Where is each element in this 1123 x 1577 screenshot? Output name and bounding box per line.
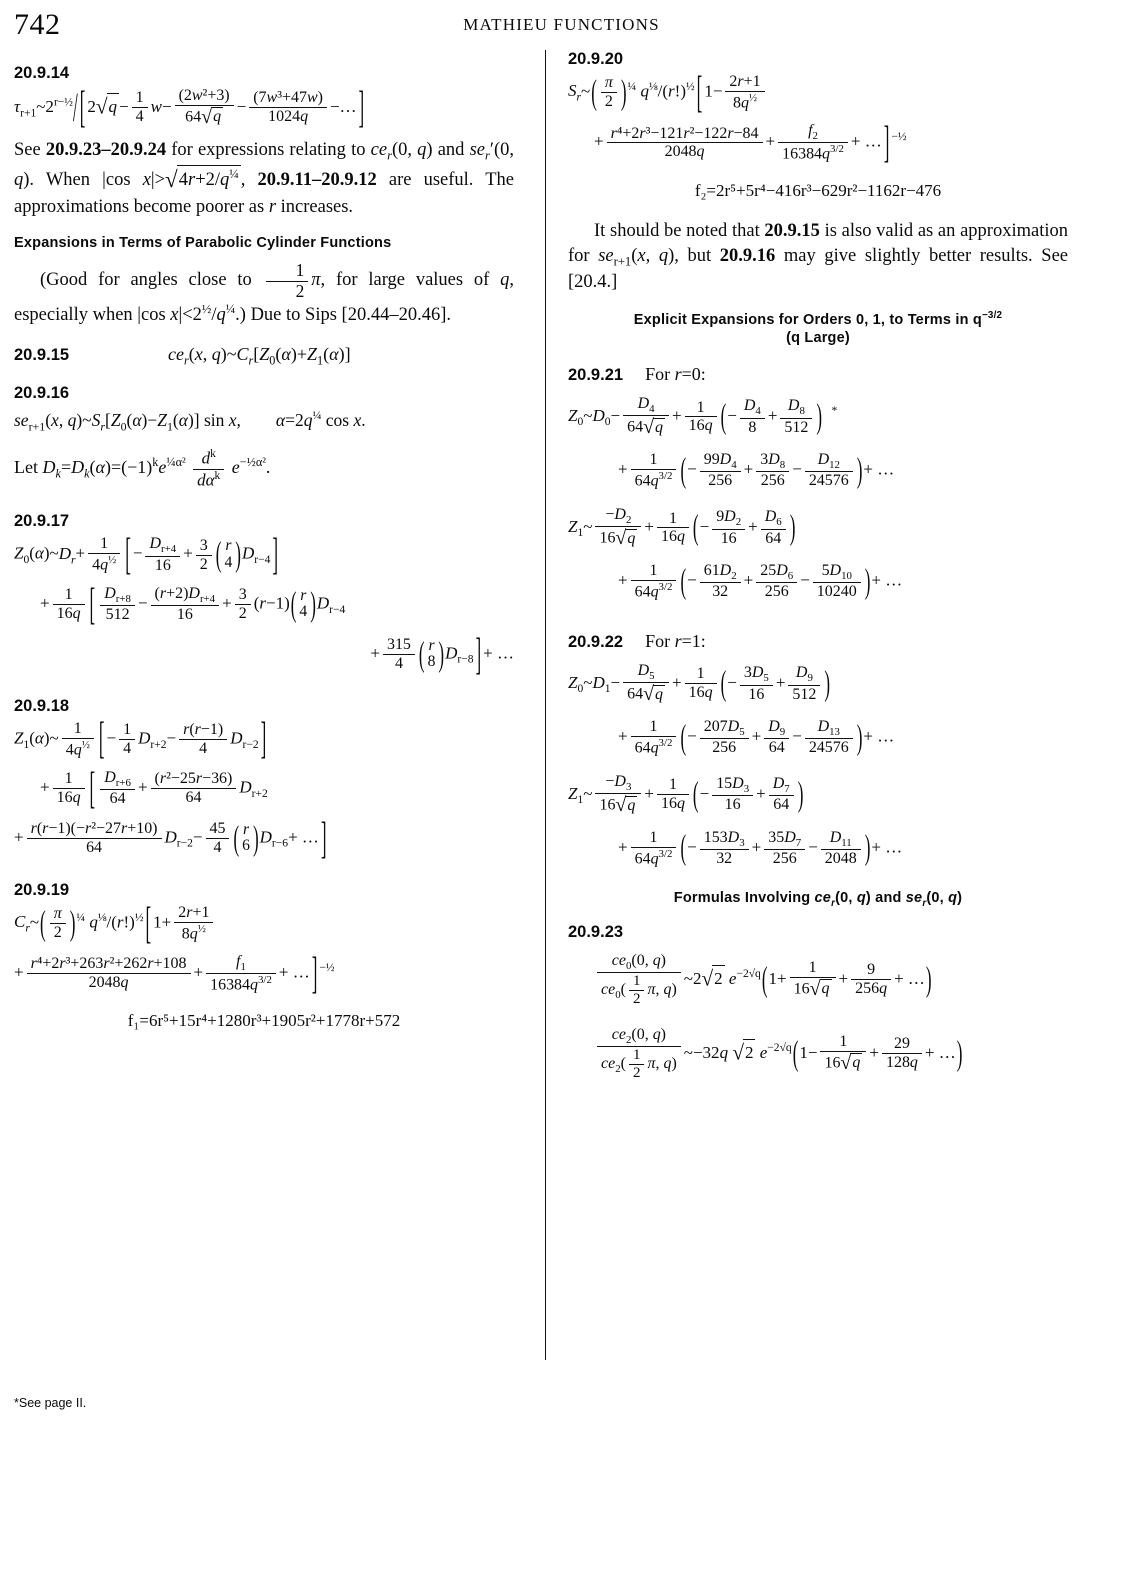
equation-block-20-9-22 [568, 619, 1068, 656]
paragraph-see-references: See 20.9.23–20.9.24 for expressions relating to $ce_r(0$, q) and $se_r'(0$, q). When |cos $x|>√4r+2/q^{\frac{1}{4}}$ , 20.9.11–20.9.12 are useful. The approximations become poorer as r increases. [14, 140, 515, 218]
equation-number-20-9-21: 20.9.21 [568, 366, 624, 385]
equation-20-9-19: $C_r\sim$( $\frac{\pi}{2}$ )$^{\frac{1}{4}}$ $q^{\frac{1}{8}}/(r!)^{\frac{1}{2}}$ [ 1+ $\frac{2r+1}{8q^{\frac{1}{2}}}$ + $\frac{\text{r⁴+2r³+263r²+262r+108}}{2048q}$ + $\frac{f_1}{16384q^{3/2}}$ + … ] $^{-\frac{1}{2}}$ f₁=6r⁵+15r⁴+1280r³+1905r²+1778r+572 [14, 904, 514, 1034]
equation-number-20-9-14: 20.9.14 [14, 64, 70, 82]
equation-number-20-9-19: 20.9.19 [14, 880, 70, 899]
column-divider [545, 50, 546, 1360]
equation-definition-dk: Let $D_k=D_k(\alpha)=(-1)^ke^{\frac{1}{4}\alpha^2}$ $\frac{d^k}{d\alpha^k}$ $e^{-\frac{1}{2}\alpha^2}$. [14, 448, 271, 490]
subheading-line-1: Explicit Expansions for Orders 0, 1, to Terms in q [633, 312, 982, 329]
equation-number-20-9-23: 20.9.23 [568, 922, 624, 941]
equation-number-20-9-22: 20.9.22 [568, 632, 624, 651]
paragraph-note-validity: It should be noted that 20.9.15 is also valid as an approximation for $se_{r+1}(x$, q), but 20.9.16 may give slightly better results. See [20.4.] [568, 221, 1068, 292]
equation-20-9-21: $Z_0\sim D_0-$ $\frac{D_4}{64√q}$ + $\frac{1}{16q}$ (− $\frac{D_4}{8}$ + $\frac{D_8}{512}$ ) * + $\frac{1}{64q^{3/2}}$ (− $\frac{99D_4}{256}$ + $\frac{3D_8}{256}$ − $\frac{D_{12}}{24576}$ )+ … $Z_1\sim$ $\frac{-D_2}{16√q}$ + $\frac{1}{16q}$ (− $\frac{9D_2}{16}$ + $\frac{D_6}{64}$ ) + $\frac{1}{64q^{3/2}}$ (− $\frac{61D_2}{32}$ + $\frac{25D_6}{256}$ − $\frac{5D_{10}}{10240}$ )+ … [568, 395, 903, 601]
equation-number-20-9-15: 20.9.15 [14, 345, 70, 364]
page-number: 742 [14, 8, 61, 41]
two-column-body [0, 50, 1123, 1470]
right-column [568, 50, 1068, 1450]
subheading-q-large: (q Large) [786, 330, 850, 347]
paragraph-good-for-angles: (Good for angles close to $\frac{1}{2}$ π, for large values of q, especially when |cos $x|<2^{\frac{1}{2}}/q^{\frac{1}{4}}$.) Due to Sips [20.44–20.46]. [14, 261, 514, 326]
equation-20-9-15: $ce_r(x$, $q)\sim C_r[Z_0(\alpha)+Z_1(\alpha)]$ [168, 343, 351, 368]
equation-f2: f₂=2r⁵+5r⁴−416r³−629r²−1162r−476 [694, 180, 942, 200]
equation-f1: f₁=6r⁵+15r⁴+1280r³+1905r²+1778r+572 [127, 1011, 401, 1031]
equation-20-9-20: $S_r\sim$( $\frac{\pi}{2}$ )$^{\frac{1}{4}}$ $q^{\frac{1}{8}}/(r!)^{\frac{1}{2}}$ [ 1− $\frac{2r+1}{8q^{\frac{1}{2}}}$ + $\frac{\text{r⁴+2r³−121r²−122r−84}}{2048q}$ + $\frac{f_2}{16384q^{3/2}}$ + … ] $^{-\frac{1}{2}}$ f₂=2r⁵+5r⁴−416r³−629r²−1162r−476 [568, 73, 1068, 203]
subheading-parabolic-cylinder: Expansions in Terms of Parabolic Cylinder Functions [14, 235, 392, 252]
equation-20-9-23: $ce_0(0$, q) $ce_0$( $\frac{1}{2}$ π, q) ~2√2 $e^{-2√q}(1+$ $\frac{1}{16√q}$ + $\frac{9}{256q}$ + …) $ce_2(0$, q) $ce_2$( $\frac{1}{2}$ π, q) ~−32q √2 $e^{-2√q}(1-$ $\frac{1}{16√q}$ + $\frac{29}{128q}$ + …) [568, 952, 1068, 1082]
equation-number-20-9-20: 20.9.20 [568, 50, 624, 68]
equation-number-20-9-17: 20.9.17 [14, 512, 70, 531]
equation-20-9-16: $se_{r+1}(x$, $q)\sim S_r[Z_0(\alpha)-Z_1(\alpha)]$ sin x, $\alpha=2q^{\frac{1}{4}}$ cos x. [14, 408, 366, 434]
subheading-explicit-expansions [568, 310, 1068, 328]
subheading-formulas-involving: Formulas Involving $ce_r(0$, q) and $se_r(0$, q) [673, 889, 963, 909]
equation-20-9-22: $Z_0\sim D_1-$ $\frac{D_5}{64√q}$ + $\frac{1}{16q}$ (− $\frac{3D_5}{16}$ + $\frac{D_9}{512}$ ) + $\frac{1}{64q^{3/2}}$ (− $\frac{207D_5}{256}$ + $\frac{D_9}{64}$ − $\frac{D_{13}}{24576}$ )+ … $Z_1\sim$ $\frac{-D_3}{16√q}$ + $\frac{1}{16q}$ (− $\frac{15D_3}{16}$ + $\frac{D_7}{64}$ ) + $\frac{1}{64q^{3/2}}$ (− $\frac{153D_3}{32}$ + $\frac{35D_7}{256}$ − $\frac{D_{11}}{2048}$ )+ … [568, 661, 903, 868]
equation-20-9-14: $\tau_{r+1}\sim 2^{r-\frac{1}{2}}/$ [ 2√q − $\frac{1}{4}$ w− $\frac{\text{(2w²+3)}}{64√q}$ − $\frac{\text{(7w³+47w)}}{1024q}$ −… ] [14, 82, 365, 132]
equation-block-20-9-21 [568, 352, 1068, 389]
equation-20-9-18: $Z_1(\alpha)\sim$ $\frac{1}{4q^{\frac{1}{2}}}$ [ − $\frac{1}{4}$ $D_{r+2}-$ $\frac{r(r-1)}{4}$ $D_{r-2}$ ] + $\frac{1}{16q}$ [ $\frac{D_{r+6}}{64}$ + $\frac{\text{(r²−25r−36)}}{64}$ $D_{r+2}$ + $\frac{\text{r(r−1)(−r²−27r+10)}}{64}$ $D_{r-2}-$ $\frac{45}{4}$ ( r 6 )$D_{r-6}+$ … ] [14, 713, 327, 863]
page-header [0, 8, 1123, 42]
equation-number-20-9-18: 20.9.18 [14, 696, 70, 715]
running-head: MATHIEU FUNCTIONS [463, 15, 660, 34]
subheading-exponent: −3/2 [981, 310, 1003, 322]
footnote: *See page II. [14, 1396, 87, 1410]
left-column [14, 50, 514, 1450]
equation-20-9-17: $Z_0(\alpha)\sim D_r+$ $\frac{1}{4q^{\frac{1}{2}}}$ [ − $\frac{D_{r+4}}{16}$ + $\frac{3}{2}$ ( r 4 )$D_{r-4}$ ] + $\frac{1}{16q}$ [ $\frac{D_{r+8}}{512}$ − $\frac{(r+2)D_{r+4}}{16}$ + $\frac{3}{2}$ (r−1)( r 4 )$D_{r-4}$ + $\frac{315}{4}$ ( r 8 )$D_{r-8}$ ] + … [14, 529, 514, 679]
equation-20-9-21-label: For r=0: [645, 364, 706, 385]
equation-20-9-22-label: For r=1: [645, 630, 706, 651]
equation-number-20-9-16: 20.9.16 [14, 383, 70, 402]
